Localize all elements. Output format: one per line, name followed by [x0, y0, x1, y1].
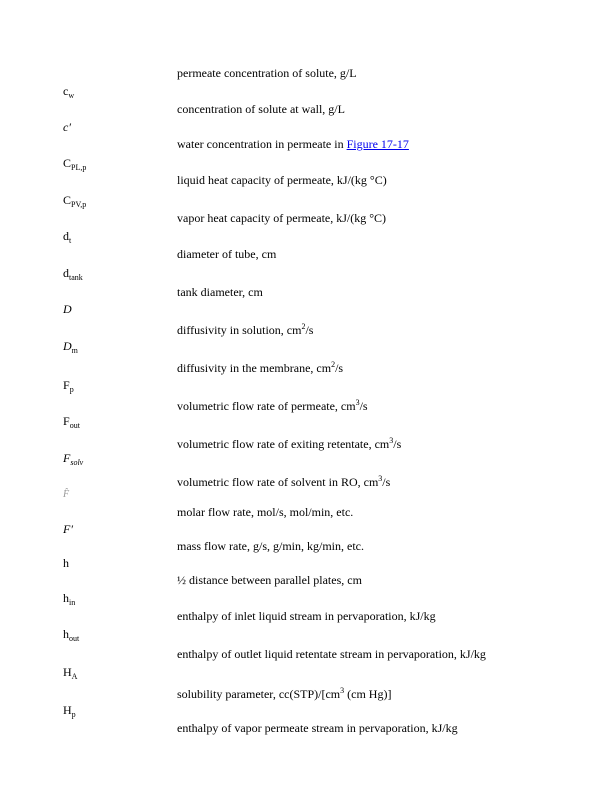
symbol: $F_{solv}$: [63, 451, 84, 467]
definition: mass flow rate, g/s, g/min, kg/min, etc.: [177, 539, 364, 553]
symbol: $c_w$: [63, 84, 75, 100]
definition: molar flow rate, mol/s, mol/min, etc.: [177, 505, 354, 519]
definition: volumetric flow rate of permeate, $cm^3/s$: [177, 398, 368, 413]
symbol: $H_p$: [63, 703, 76, 719]
symbol: $C_{PL,p}$: [63, 156, 87, 172]
symbol: D: [63, 302, 72, 316]
definition: volumetric flow rate of solvent in RO, $cm^3/s$: [177, 474, 391, 489]
symbol: $C_{PV,p}$: [63, 193, 87, 209]
figure-link[interactable]: Figure 17-17: [346, 137, 409, 151]
symbol: $h_{out}$: [63, 627, 80, 643]
definition: diffusivity in the membrane, $cm^2/s$: [177, 360, 344, 375]
definition: enthalpy of outlet liquid retentate stream in pervaporation, kJ/kg: [177, 647, 486, 661]
definition: liquid heat capacity of permeate, kJ/(kg °C): [177, 173, 387, 187]
symbol: $d_{tank}$: [63, 266, 83, 282]
definition: permeate concentration of solute, g/L: [177, 66, 357, 80]
definition: solubility parameter, $cc(STP)/[cm^3$ (cm Hg)]: [177, 686, 392, 701]
definition: water concentration in permeate in Figure 17-17: [177, 137, 409, 151]
symbol: $F_p$: [63, 378, 74, 394]
symbol: $F_{out}$: [63, 414, 80, 430]
symbol: F′: [63, 522, 73, 536]
symbol: F̂: [63, 489, 70, 500]
definition: vapor heat capacity of permeate, kJ/(kg °C): [177, 211, 387, 225]
definition: diameter of tube, cm: [177, 247, 277, 261]
symbol: $d_t$: [63, 229, 72, 245]
definition: volumetric flow rate of exiting retentate, $cm^3/s$: [177, 436, 402, 451]
symbol: h: [63, 556, 69, 570]
definition: tank diameter, cm: [177, 285, 263, 299]
symbol: $h_{in}$: [63, 591, 76, 607]
symbol: c′: [63, 120, 71, 134]
definition: diffusivity in solution, $cm^2/s$: [177, 322, 314, 337]
definition: concentration of solute at wall, g/L: [177, 102, 345, 116]
definition: enthalpy of inlet liquid stream in pervaporation, kJ/kg: [177, 609, 436, 623]
symbol: $H_A$: [63, 665, 78, 681]
definition: enthalpy of vapor permeate stream in pervaporation, kJ/kg: [177, 721, 458, 735]
definition: ½ distance between parallel plates, cm: [177, 573, 362, 587]
symbol: $D_m$: [63, 339, 78, 355]
